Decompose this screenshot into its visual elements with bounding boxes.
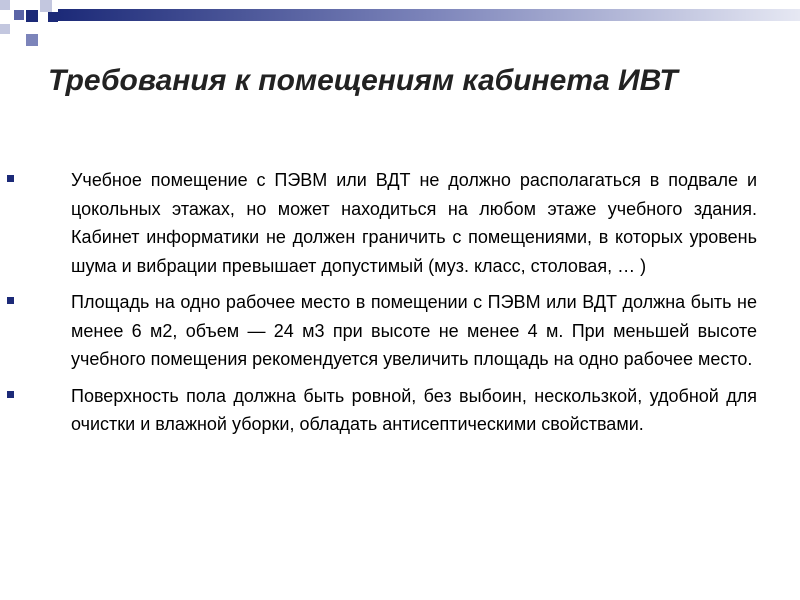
decor-square-1 [0, 0, 10, 10]
header-gradient-band [58, 9, 800, 21]
decor-square-6 [0, 24, 10, 34]
header-decoration [0, 0, 800, 60]
square-bullet-icon [7, 175, 14, 182]
square-bullet-icon [7, 297, 14, 304]
bullet-text: Поверхность пола должна быть ровной, без выбоин, нескользкой, удобной для очистки и влажной уборки, обладать антисептическими свойствами. [71, 385, 757, 434]
bullet-item [0, 288, 800, 374]
decor-square-7 [26, 34, 38, 46]
bullet-list [0, 166, 800, 447]
bullet-item [0, 382, 800, 439]
bullet-text: Площадь на одно рабочее место в помещении с ПЭВМ или ВДТ должна быть не менее 6 м2, объем — 24 м3 при высоте не менее 4 м. При меньшей высоте учебного помещения рекомендуется увеличить площадь на одно рабочее место. [71, 292, 757, 369]
bullet-item [0, 166, 800, 280]
bullet-text: Учебное помещение с ПЭВМ или ВДТ не должно располагаться в подвале и цокольных этажах, но может находиться на любом этаже учебного здания. Кабинет информатики не должен граничить с помещениями, в которых уровень шума и вибрации превышает допустимый (муз. класс, столовая, … ) [71, 170, 757, 276]
decor-square-2 [40, 0, 52, 12]
square-bullet-icon [7, 391, 14, 398]
slide-title: Требования к помещениям кабинета ИВТ [48, 64, 678, 97]
decor-square-3 [14, 10, 24, 20]
decor-square-4 [26, 10, 38, 22]
decor-square-5 [48, 12, 58, 22]
